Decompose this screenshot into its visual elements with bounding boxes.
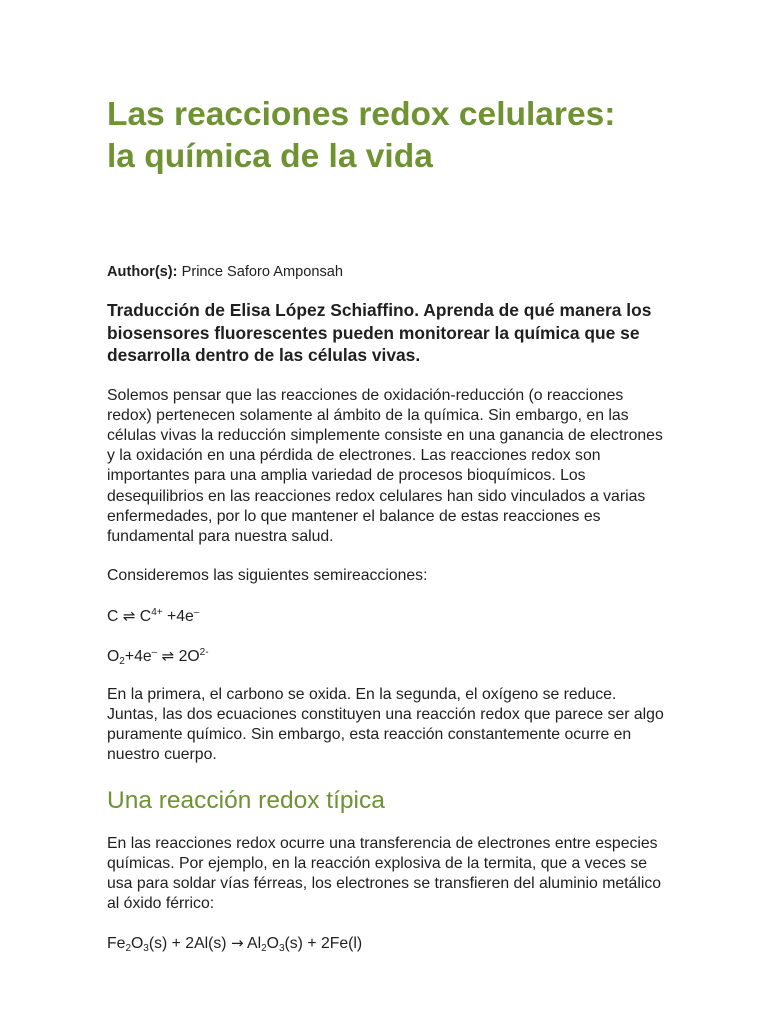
eq3-iron: Fe <box>107 935 126 953</box>
eq2-charge: 2- <box>199 646 209 658</box>
lead-paragraph: Traducción de Elisa López Schiaffino. Aprenda de qué manera los biosensores fluorescentes pueden monitorear la química que se desarrolla dentro de las células vivas. <box>107 300 652 365</box>
eq3-sub-3: 2 <box>261 943 267 955</box>
intro-paragraph: Solemos pensar que las reacciones de oxidación-reducción (o reacciones redox) pertenecen solamente al ámbito de la química. Sin embargo, en las células vivas la reducción simplemente consiste en una ganancia de electrones y la oxidación en una pérdida de electrones. Las reacciones redox son importantes para una amplia variedad de procesos bioquímicos. Los desequilibrios en las reacciones redox celulares han sido vinculados a varias enfermedades, por lo que mantener el balance de estas reacciones es fundamental para nuestra salud. <box>107 386 663 545</box>
equilibrium-arrow-icon: ⇌ <box>161 646 175 665</box>
eq1-minus: – <box>193 607 200 619</box>
author-line <box>107 262 667 282</box>
equation-thermite <box>107 933 667 954</box>
title-line-1: Las reacciones redox celulares: <box>107 96 616 133</box>
equation-carbon <box>107 606 667 627</box>
equation-oxygen <box>107 646 667 667</box>
eq3-reactants-rest: (s) + 2Al(s) <box>148 935 227 953</box>
semireactions-intro: Consideremos las siguientes semireacciones: <box>107 567 428 585</box>
author-label: Author(s): <box>107 264 178 280</box>
author-name: Prince Saforo Amponsah <box>181 264 344 280</box>
thermite-paragraph: En las reacciones redox ocurre una transferencia de electrones entre especies químicas. Por ejemplo, en la reacción explosiva de la termita, que a veces se usa para soldar vías férreas, los electrones se transfieren del aluminio metálico al óxido férrico: <box>107 834 662 913</box>
eq1-product: C <box>139 608 152 626</box>
eq3-sub-1: 2 <box>125 943 131 955</box>
eq3-aluminium: Al <box>247 935 262 953</box>
title-line-2: la química de la vida <box>107 138 433 175</box>
reaction-arrow-icon: → <box>230 934 244 953</box>
eq3-oxygen: O <box>131 935 144 953</box>
article-title <box>107 94 667 178</box>
eq3-products-rest: (s) + 2Fe(l) <box>284 935 363 953</box>
section-heading: Una reacción redox típica <box>107 786 385 814</box>
eq2-oxygen: O <box>107 647 120 665</box>
eq2-product: 2O <box>178 647 200 665</box>
equilibrium-arrow-icon: ⇌ <box>122 607 136 626</box>
eq1-charge: 4+ <box>151 607 163 619</box>
eq3-sub-4: 3 <box>278 943 285 955</box>
eq1-electrons: +4e <box>167 608 194 626</box>
eq1-carbon: C <box>107 608 119 626</box>
eq2-subscript: 2 <box>119 655 125 667</box>
eq3-sub-2: 3 <box>143 943 149 955</box>
eq2-minus: – <box>151 646 158 658</box>
explanation-paragraph: En la primera, el carbono se oxida. En la segunda, el oxígeno se reduce. Juntas, las dos ecuaciones constituyen una reacción redox que parece ser algo puramente químico. Sin embargo, esta reacción constantemente ocurre en nuestro cuerpo. <box>107 685 664 764</box>
article <box>107 94 667 955</box>
eq2-electrons: +4e <box>124 647 152 665</box>
eq3-oxygen-2: O <box>266 935 279 953</box>
